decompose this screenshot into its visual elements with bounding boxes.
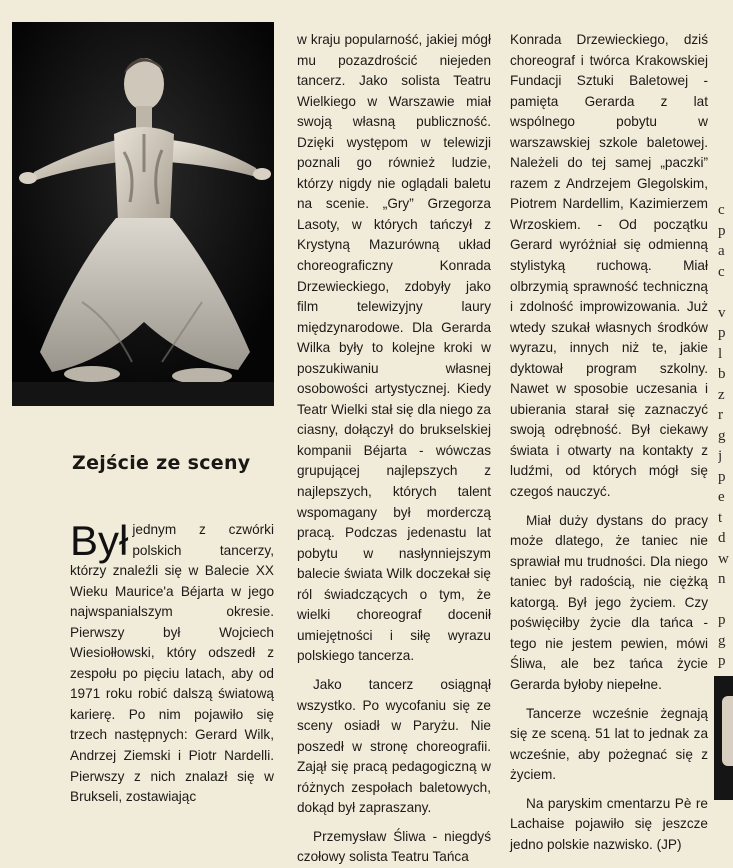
edge-letter: p bbox=[718, 468, 726, 485]
col3-paragraph-3: Tancerze wcześnie żegnają się ze sceną. 51 lat to jednak za wcześnie, aby pożegnać się z życiem. bbox=[510, 705, 708, 783]
article-title: Zejście ze sceny bbox=[72, 452, 251, 474]
column-1 bbox=[70, 517, 274, 808]
column-2 bbox=[297, 30, 491, 868]
lead-word: Był bbox=[70, 517, 129, 564]
edge-letter: b bbox=[718, 366, 726, 382]
lead-paragraph bbox=[70, 517, 274, 808]
edge-letter: t bbox=[718, 509, 723, 526]
edge-letter bbox=[718, 282, 733, 303]
edge-letter: r bbox=[718, 407, 723, 423]
edge-letter: p bbox=[718, 325, 726, 341]
col3-paragraph-2: Miał duży dystans do pracy może dlatego, że taniec nie sprawiał mu trudności. Dla niego taniec był radością, nie ciężką katorgą. Był jego życiem. Czy poświęciłby życie dla tańca - tego nie jestem pewien, mówi Śliwa, ale bez tańca życie Gerarda byłoby niepełne. bbox=[510, 512, 708, 692]
edge-letter: p bbox=[718, 222, 726, 239]
col2-paragraph-2: Jako tancerz osiągnął wszystko. Po wycofaniu się ze sceny osiadł w Paryżu. Nie poszedł w stronę choreografii. Zajął się pracą pedagogiczną w różnych zespołach baletowych, dokąd był zapraszany. bbox=[297, 676, 491, 816]
dancer-illustration bbox=[12, 22, 274, 406]
edge-letter: p bbox=[718, 653, 726, 669]
edge-letter: z bbox=[718, 386, 725, 403]
col1-text: jednym z czwórki polskich tancerzy, którzy znaleźli się w Balecie XX Wieku Maurice'a Béjarta w jego najwspanialszym okresie. Pierwszy był Wojciech Wiesiołłowski, który odszedł z zespołu po pięciu latach, aby od 1971 roku robić dalszą światową karierę. Po nim pojawiło się trzech następnych: Gerard Wilk, Andrzej Ziemski i Piotr Nardelli. Pierwszy z nich znalazł się w Brukseli, zostawiając bbox=[70, 522, 274, 805]
column-3 bbox=[510, 30, 708, 855]
next-page-edge-text bbox=[718, 200, 733, 680]
edge-letter: w bbox=[718, 550, 729, 567]
col3-paragraph-1: Konrada Drzewieckiego, dziś choreograf i twórca Krakowskiej Fundacji Sztuki Baletowej - pamięta Gerarda z lat wspólnego pobytu w warszawskiej szkole baletowej. Należeli do tej samej „paczki” razem z Andrzejem Glegolskim, Piotrem Nardellim, Kazimierzem Wrzoskiem. - Od początku Gerard wyróżniał się odmienną stylistyką ruchową. Miał olbrzymią sprawność techniczną i zdolność improwizowania. Już wtedy szukał własnych środków wyrazu, innych niż te, jakie dyktował program szkolny. Nawet w sposobie uczesania i ubierania starał się zaznaczyć swoją odrębność. Był ciekawy świata i otwarty na kontakty z ludźmi, od których mógł się czegoś nauczyć. bbox=[510, 32, 708, 500]
edge-letter: g bbox=[718, 427, 726, 444]
edge-letter: g bbox=[718, 632, 726, 649]
edge-letter bbox=[718, 590, 733, 611]
next-page-edge-photo bbox=[714, 676, 733, 800]
edge-letter: d bbox=[718, 530, 726, 546]
edge-letter: e bbox=[718, 489, 725, 505]
edge-letter: l bbox=[718, 345, 723, 362]
edge-letter: c bbox=[718, 202, 725, 218]
col2-paragraph-3: Przemysław Śliwa - niegdyś czołowy solista Teatru Tańca bbox=[297, 828, 491, 865]
dancer-photo bbox=[12, 22, 274, 406]
edge-letter: v bbox=[718, 304, 726, 321]
col2-paragraph-1: w kraju popularność, jakiej mógł mu pozazdrościć niejeden tancerz. Jako solista Teatru Wielkiego w Warszawie miał swoją własną publiczność. Dzięki występom w telewizji poznali go również ludzie, którzy nigdy nie oglądali baletu na scenie. „Gry” Grzegorza Lasoty, w których tańczył z Krystyną Mazurówną układ choreograficzny Konrada Drzewieckiego, zdobyły jako film telewizyjny laury międzynarodowe. Dla Gerarda Wilka były to kolejne kroki w poszukiwaniu własnej osobowości artystycznej. Kiedy Teatr Wielki stał się dla niego za ciasny, dołączył do brukselskiej kompanii Béjarta - wówczas grupującej najlepszych z najlepszych, których talent wspomagany był morderczą pracą. Podczas jedenastu lat pobytu w nasłynniejszym balecie świata Wilk doczekał się ról świadczących o tym, że wielki choreograf docenił umiejętności i siłę wyrazu polskiego tancerza. bbox=[297, 32, 491, 664]
edge-letter: n bbox=[718, 571, 726, 587]
col3-paragraph-4: Na paryskim cmentarzu Pè re Lachaise pojawiło się jeszcze jedno polskie nazwisko. (JP) bbox=[510, 795, 708, 852]
edge-letter: p bbox=[718, 612, 726, 628]
edge-letter: c bbox=[718, 263, 725, 280]
edge-letter: j bbox=[718, 448, 723, 464]
edge-letter: a bbox=[718, 243, 725, 259]
